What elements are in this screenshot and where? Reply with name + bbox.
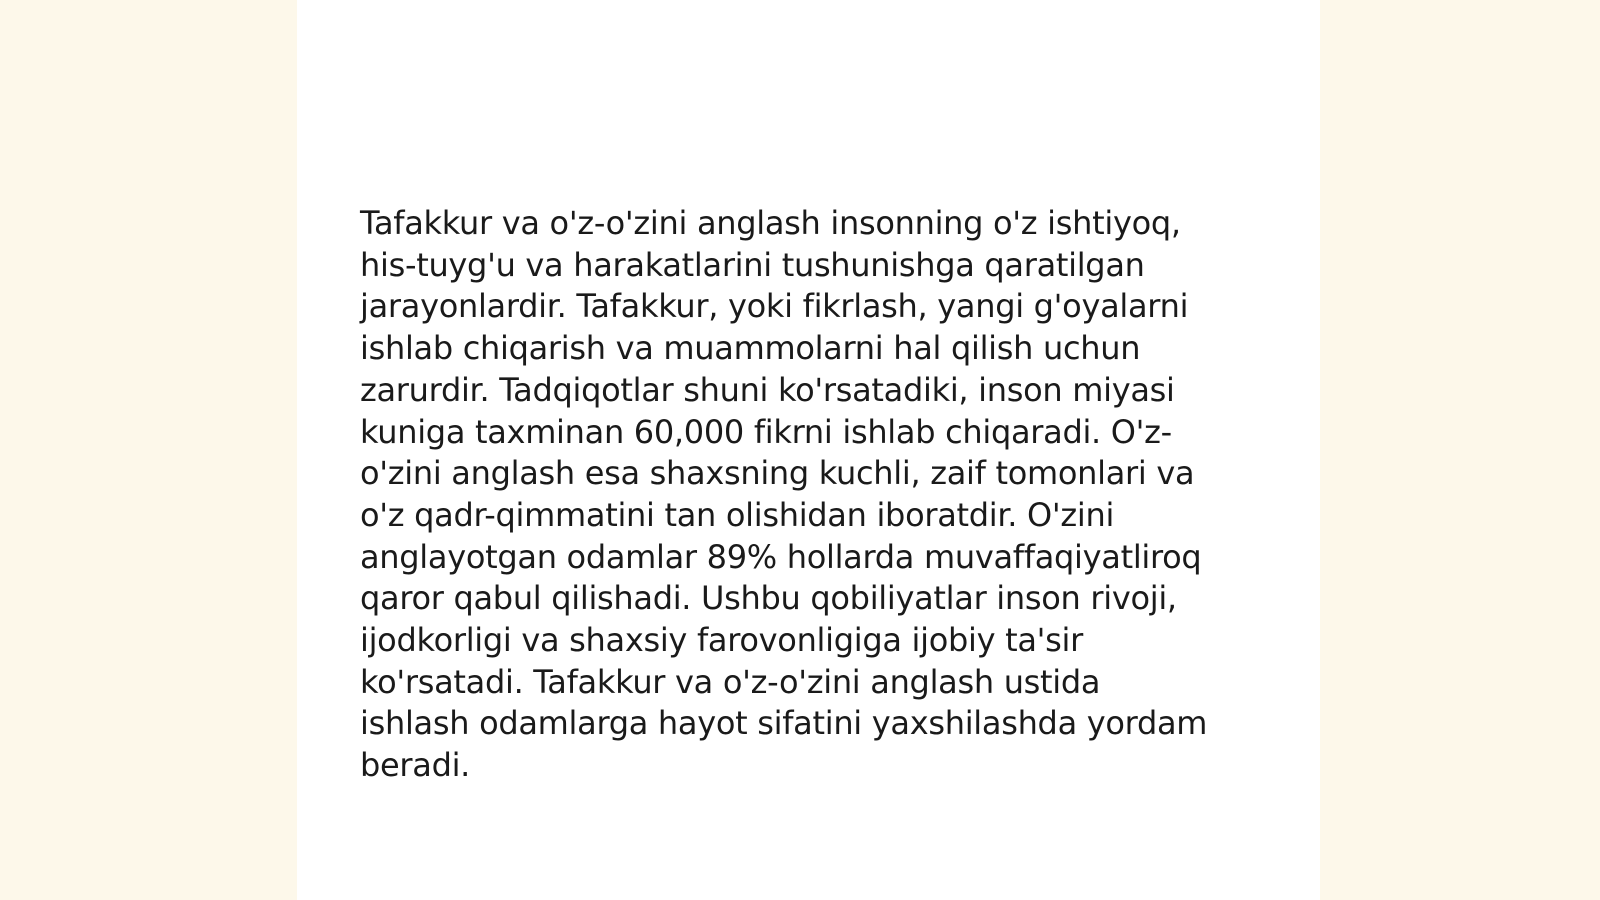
body-paragraph [360,203,1260,787]
body-line-14: beradi. [360,746,471,785]
body-line-4: ishlab chiqarish va muammolarni hal qilish uchun [360,329,1141,368]
body-line-8: o'z qadr-qimmatini tan olishidan iboratdir. O'zini [360,495,1115,534]
body-line-1: Tafakkur va o'z-o'zini anglash insonning o'z ishtiyoq, [360,204,1181,242]
body-line-5: zarurdir. Tadqiqotlar shuni ko'rsatadiki, inson miyasi [360,370,1175,409]
body-line-9: anglayotgan odamlar 89% hollarda muvaffaqiyatliroq [360,537,1202,576]
body-line-6: kuniga taxminan 60,000 fikrni ishlab chiqaradi. O'z- [360,412,1172,451]
body-line-3: jarayonlardir. Tafakkur, yoki fikrlash, yangi g'oyalarni [360,287,1189,326]
slide [297,0,1320,900]
body-line-10: qaror qabul qilishadi. Ushbu qobiliyatlar inson rivoji, [360,579,1177,618]
body-line-7: o'zini anglash esa shaxsning kuchli, zaif tomonlari va [360,454,1195,493]
body-line-13: ishlash odamlarga hayot sifatini yaxshilashda yordam [360,704,1208,743]
body-line-2: his-tuyg'u va harakatlarini tushunishga qaratilgan [360,245,1145,284]
body-line-11: ijodkorligi va shaxsiy farovonligiga ijobiy ta'sir [360,621,1083,660]
body-line-12: ko'rsatadi. Tafakkur va o'z-o'zini anglash ustida [360,662,1101,701]
